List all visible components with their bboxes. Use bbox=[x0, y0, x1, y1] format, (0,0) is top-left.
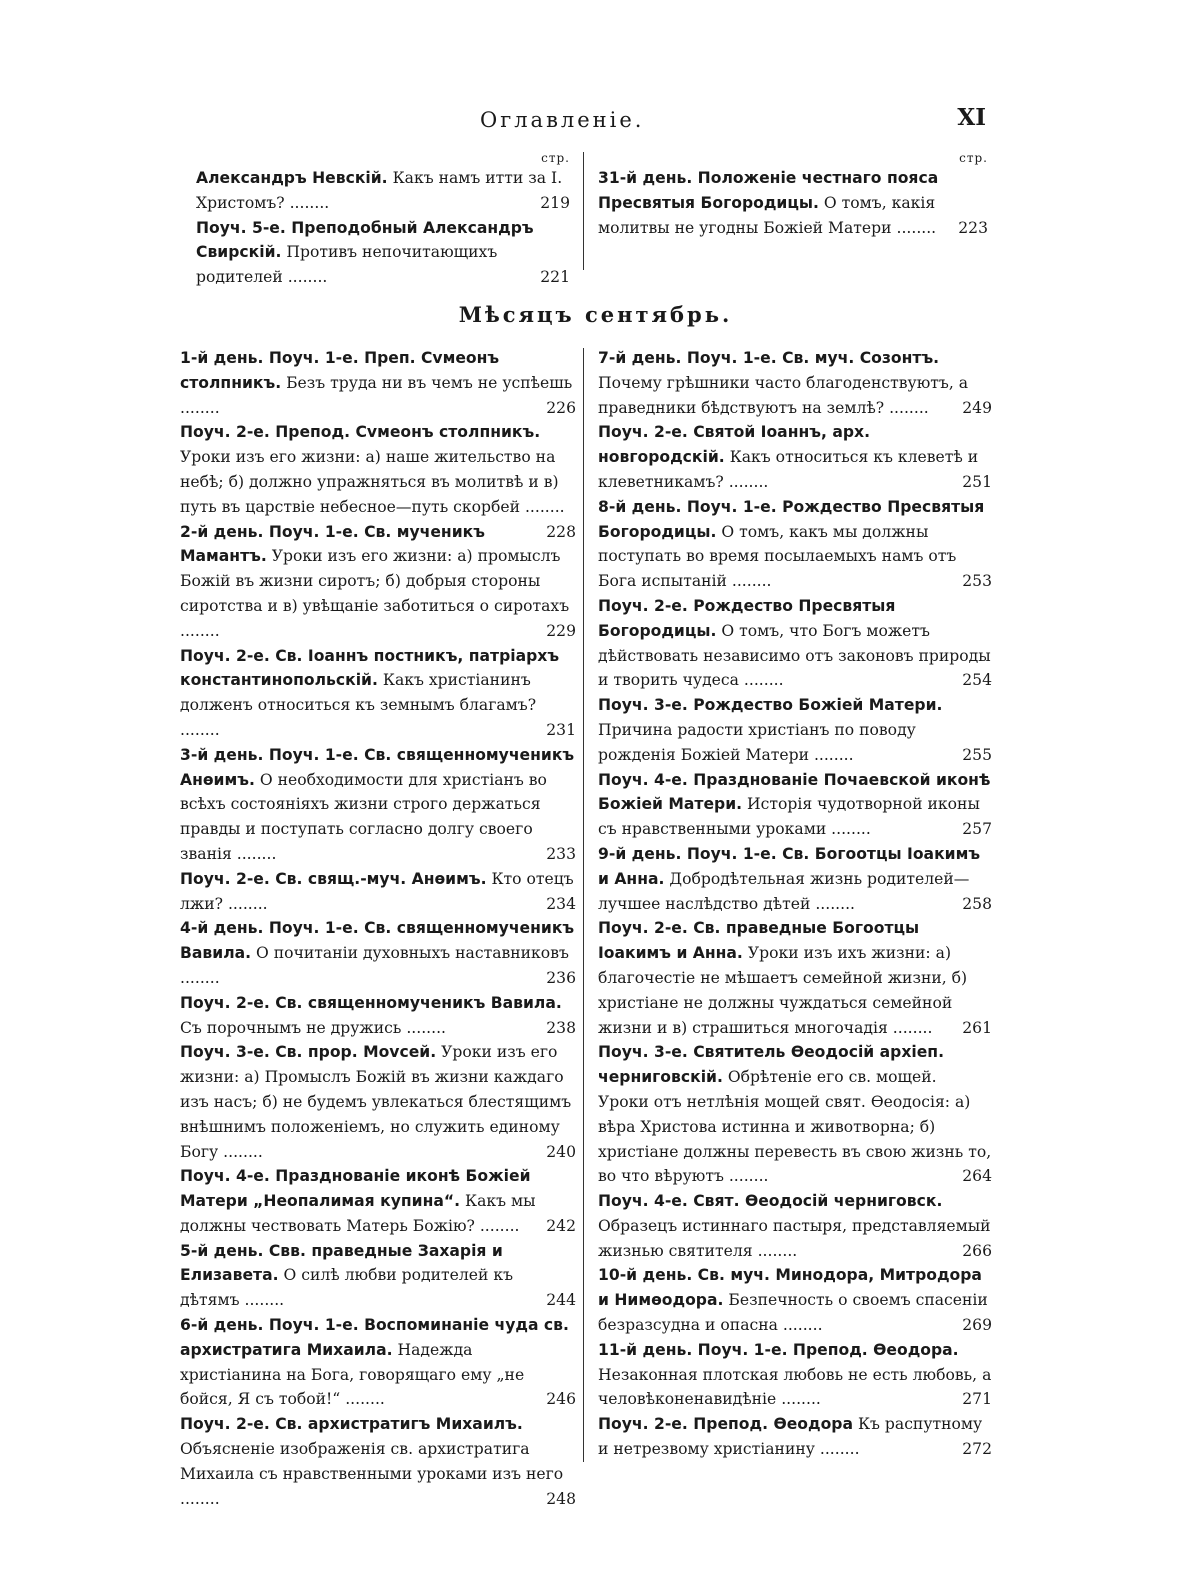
entry-text: Какъ относиться къ клеветѣ и клеветникамъ? bbox=[598, 448, 979, 491]
leader-dots: ........ bbox=[814, 1440, 860, 1459]
entry-page: 249 bbox=[962, 398, 992, 417]
entry-page: 228 bbox=[546, 522, 576, 541]
toc-entry bbox=[598, 1040, 992, 1189]
entry-heading: Поуч. 2-е. Святой Іоаннъ, арх. новгородскій. bbox=[598, 423, 870, 467]
leader-dots: ........ bbox=[726, 572, 772, 591]
entry-text: Уроки изъ его жизни: а) промыслъ Божій въ жизни сиротъ; б) добрыя стороны сиротства и в) увѣщаніе заботиться о сиротахъ bbox=[180, 547, 570, 615]
entry-page: 253 bbox=[962, 572, 992, 591]
entry-text: Почему грѣшники часто благоденствуютъ, а праведники бѣдствуютъ на землѣ? bbox=[598, 373, 969, 417]
leader-dots: ........ bbox=[752, 1241, 798, 1260]
entry-text: Незаконная плотская любовь не есть любовь, а человѣконенавидѣніе bbox=[598, 1365, 992, 1409]
entry-page: 231 bbox=[546, 720, 576, 739]
right-column bbox=[598, 346, 992, 1462]
entry-page: 242 bbox=[546, 1216, 576, 1235]
entry-page: 234 bbox=[546, 894, 576, 913]
entry-heading: 8-й день. Поуч. 1-е. Рождество Пресвятыя Богородицы. bbox=[598, 497, 985, 541]
entry-heading: Поуч. 2-е. Рождество Пресвятыя Богородицы. bbox=[598, 596, 896, 640]
entry-heading: 6-й день. Поуч. 1-е. Воспоминаніе чуда св. архистратига Михаила. bbox=[180, 1316, 569, 1359]
toc-entry bbox=[180, 1040, 576, 1164]
entry-heading: 1-й день. Поуч. 1-е. Преп. Сvмеонъ столпникъ. bbox=[180, 349, 500, 392]
entry-page: 221 bbox=[540, 268, 570, 287]
entry-heading: Поуч. 3-е. Рождество Божіей Матери. bbox=[598, 696, 943, 715]
leader-dots: ........ bbox=[180, 720, 220, 739]
entry-text: Уроки изъ ихъ жизни: а) благочестіе не мѣшаетъ семейной жизни, б) христіане не должны чуждаться семейной жизни и в) страшиться многочадія bbox=[598, 944, 968, 1037]
page-number: XI bbox=[957, 104, 986, 131]
entry-page: 269 bbox=[962, 1316, 992, 1335]
entry-page: 255 bbox=[962, 745, 992, 764]
entry-page: 254 bbox=[962, 671, 992, 690]
entry-heading: Поуч. 2-е. Препод. Сvмеонъ столпникъ. bbox=[180, 423, 541, 442]
leader-dots: ........ bbox=[180, 398, 220, 417]
entry-heading: Поуч. 2-е. Св. свящ.-муч. Анѳимъ. bbox=[180, 869, 487, 888]
entry-heading: Поуч. 3-е. Св. прор. Моvсей. bbox=[180, 1043, 437, 1062]
toc-entry bbox=[598, 1263, 992, 1337]
entry-text: Какъ христіанинъ долженъ относиться къ земнымъ благамъ? bbox=[180, 671, 537, 715]
toc-entry bbox=[180, 420, 576, 541]
toc-entry bbox=[180, 991, 576, 1041]
toc-entry bbox=[180, 1313, 576, 1412]
entry-page: 266 bbox=[962, 1241, 992, 1260]
entry-text: О почитаніи духовныхъ наставниковъ bbox=[256, 944, 569, 963]
entry-page: 236 bbox=[546, 968, 576, 987]
toc-entry bbox=[598, 693, 992, 767]
column-label: стр. bbox=[541, 151, 570, 165]
entry-page: 240 bbox=[546, 1142, 576, 1161]
toc-entry bbox=[598, 768, 992, 842]
entry-text: Къ распутному и нетрезвому христіанину bbox=[598, 1415, 983, 1459]
entry-heading: 31-й день. Положеніе честнаго пояса Пресвятыя Богородицы. bbox=[598, 169, 939, 212]
leader-dots: ........ bbox=[180, 621, 220, 640]
entry-page: 229 bbox=[546, 621, 576, 640]
entry-text: О томъ, какія молитвы не угодны Божіей Матери bbox=[598, 193, 936, 237]
entry-page: 226 bbox=[546, 398, 576, 417]
entry-page: 271 bbox=[962, 1390, 992, 1409]
entry-page: 251 bbox=[962, 472, 992, 491]
toc-entry bbox=[598, 916, 992, 1040]
leader-dots: ........ bbox=[180, 1489, 220, 1508]
entry-heading: Поуч. 5-е. Преподобный Александръ Свирскій. bbox=[196, 218, 534, 262]
toc-entry bbox=[598, 594, 992, 693]
entry-heading: Поуч. 2-е. Св. Іоаннъ постникъ, патріархъ константинопольскій. bbox=[180, 646, 560, 690]
toc-entry bbox=[196, 166, 570, 216]
leader-dots: ........ bbox=[401, 1018, 447, 1037]
entry-text: Надежда христіанина на Бога, говорящаго ему „не бойся, Я съ тобой!“ bbox=[180, 1340, 525, 1409]
entry-text: О томъ, что Богъ можетъ дѣйствовать независимо отъ законовъ природы и творить чудеса bbox=[598, 621, 991, 690]
entry-heading: Поуч. 4-е. Празднованіе иконѣ Божіей Матери „Неопалимая купина“. bbox=[180, 1167, 531, 1211]
toc-entry bbox=[598, 1412, 992, 1462]
entry-heading: Поуч. 2-е. Препод. Ѳеодора bbox=[598, 1415, 853, 1434]
running-head: Оглавленіе. bbox=[480, 108, 645, 132]
leader-dots: ........ bbox=[884, 398, 929, 417]
entry-text: Исторія чудотворной иконы съ нравственными уроками bbox=[598, 795, 980, 839]
leader-dots: ........ bbox=[826, 820, 871, 839]
entry-text: Уроки изъ его жизни: а) Промыслъ Божій въ жизни каждаго изъ насъ; б) не будемъ увлекаться блестящимъ внѣшнимъ положеніемъ, но служить единому Богу bbox=[180, 1043, 572, 1161]
leader-dots: ........ bbox=[284, 193, 330, 212]
entry-heading: Поуч. 3-е. Святитель Ѳеодосій архіеп. черниговскій. bbox=[598, 1043, 945, 1087]
leader-dots: ........ bbox=[723, 472, 769, 491]
entry-page: 248 bbox=[546, 1489, 576, 1508]
entry-heading: 10-й день. Св. муч. Минодора, Митродора и Нимѳодора. bbox=[598, 1266, 982, 1310]
toc-entry bbox=[180, 743, 576, 867]
leader-dots: ........ bbox=[891, 218, 937, 237]
entry-text: Причина радости христіанъ по поводу рожденія Божіей Матери bbox=[598, 720, 916, 764]
leader-dots: ........ bbox=[239, 1291, 285, 1310]
column-label: стр. bbox=[959, 151, 988, 165]
leader-dots: ........ bbox=[218, 1142, 263, 1161]
entry-text: Уроки изъ его жизни: а) наше жительство на небѣ; б) должно упражняться въ молитвѣ и в) путь въ царствіе небесное—путь скорбей bbox=[180, 448, 559, 516]
leader-dots: ........ bbox=[810, 894, 855, 913]
leader-dots: ........ bbox=[340, 1390, 385, 1409]
entry-heading: 3-й день. Поуч. 1-е. Св. священномученикъ Анѳимъ. bbox=[180, 745, 575, 789]
entry-page: 257 bbox=[962, 820, 992, 839]
entry-page: 272 bbox=[962, 1440, 992, 1459]
toc-entry bbox=[180, 1164, 576, 1238]
entry-text: Обрѣтеніе его св. мощей. Уроки отъ нетлѣнія мощей свят. Ѳеодосія: а) вѣра Христова истинна и животворна; б) христіане должны перевесть въ свою жизнь то, во что вѣруютъ bbox=[598, 1068, 992, 1186]
toc-entry bbox=[598, 1338, 992, 1412]
entry-page: 264 bbox=[962, 1167, 992, 1186]
entry-heading: 4-й день. Поуч. 1-е. Св. священномученикъ Вавила. bbox=[180, 919, 575, 963]
leader-dots: ........ bbox=[777, 1316, 823, 1335]
toc-entry bbox=[180, 644, 576, 743]
toc-entry bbox=[180, 520, 576, 644]
left-column bbox=[180, 346, 576, 1511]
toc-entry bbox=[598, 842, 992, 916]
entry-heading: Поуч. 4-е. Свят. Ѳеодосій черниговск. bbox=[598, 1192, 943, 1211]
leader-dots: ........ bbox=[723, 1167, 769, 1186]
entry-text: О томъ, какъ мы должны поступать во время посылаемыхъ намъ отъ Бога испытаній bbox=[598, 522, 957, 591]
entry-heading: 7-й день. Поуч. 1-е. Св. муч. Созонтъ. bbox=[598, 349, 940, 367]
entry-text: О необходимости для христіанъ во всѣхъ состояніяхъ жизни строго держаться правды и поступать согласно долгу своего званія bbox=[180, 770, 547, 863]
leader-dots: ........ bbox=[776, 1390, 821, 1409]
entry-heading: 5-й день. Свв. праведные Захарія и Елизавета. bbox=[180, 1241, 503, 1285]
toc-entry bbox=[180, 916, 576, 990]
entry-page: 246 bbox=[546, 1390, 576, 1409]
entry-text: О силѣ любви родителей къ дѣтямъ bbox=[180, 1266, 513, 1310]
entry-page: 258 bbox=[962, 894, 992, 913]
entry-text: Объясненіе изображенія св. архистратига Михаила съ нравственными уроками изъ него bbox=[180, 1440, 564, 1483]
entry-heading: 11-й день. Поуч. 1-е. Препод. Ѳеодора. bbox=[598, 1340, 959, 1359]
toc-entry bbox=[598, 166, 988, 240]
column-divider bbox=[583, 348, 584, 1462]
leader-dots: ........ bbox=[180, 968, 220, 987]
entry-heading: 2-й день. Поуч. 1-е. Св. мученикъ Мамантъ. bbox=[180, 522, 485, 566]
entry-text: Кто отецъ лжи? bbox=[180, 869, 574, 913]
entry-heading: Поуч. 4-е. Празднованіе Почаевской иконѣ Божіей Матери. bbox=[598, 770, 991, 814]
leader-dots: ........ bbox=[231, 844, 277, 863]
leader-dots: ........ bbox=[808, 745, 854, 764]
entry-page: 238 bbox=[546, 1018, 576, 1037]
entry-heading: Поуч. 2-е. Св. праведные Богоотцы Іоакимъ и Анна. bbox=[598, 919, 920, 963]
toc-entry bbox=[598, 495, 992, 594]
entry-heading: 9-й день. Поуч. 1-е. Св. Богоотцы Іоакимъ и Анна. bbox=[598, 844, 981, 888]
toc-entry bbox=[598, 420, 992, 494]
leader-dots: ........ bbox=[474, 1216, 520, 1235]
leader-dots: ........ bbox=[738, 671, 784, 690]
top-column-divider bbox=[583, 152, 584, 270]
entry-text: Какъ намъ итти за І. Христомъ? bbox=[196, 169, 563, 212]
entry-heading: Александръ Невскій. bbox=[196, 169, 388, 187]
leader-dots: ........ bbox=[282, 268, 328, 287]
entry-text: Безпечность о своемъ спасеніи безразсудна и опасна bbox=[598, 1291, 988, 1335]
entry-text: Добродѣтельная жизнь родителей—лучшее наслѣдство дѣтей bbox=[598, 869, 970, 913]
entry-heading: Поуч. 2-е. Св. священномученикъ Вавила. bbox=[180, 993, 562, 1012]
toc-entry bbox=[196, 216, 570, 290]
entry-page: 223 bbox=[958, 218, 988, 237]
entry-text: Какъ мы должны чествовать Матерь Божію? bbox=[180, 1192, 536, 1235]
leader-dots: ........ bbox=[887, 1018, 933, 1037]
toc-entry bbox=[598, 346, 992, 420]
toc-entry bbox=[180, 346, 576, 420]
leader-dots: ........ bbox=[520, 497, 565, 516]
leader-dots: ........ bbox=[223, 894, 268, 913]
entry-page: 233 bbox=[546, 844, 576, 863]
entry-heading: Поуч. 2-е. Св. архистратигъ Михаилъ. bbox=[180, 1415, 523, 1434]
entry-text: Безъ труда ни въ чемъ не успѣешь bbox=[286, 373, 573, 392]
entry-text: Противъ непочитающихъ родителей bbox=[196, 243, 498, 287]
toc-entry bbox=[598, 1189, 992, 1263]
toc-entry bbox=[180, 1412, 576, 1511]
top-right-column bbox=[598, 150, 988, 240]
entry-text: Образецъ истиннаго пастыря, представляемый жизнью святителя bbox=[598, 1216, 991, 1260]
entry-page: 244 bbox=[546, 1291, 576, 1310]
section-title: Мѣсяцъ сентябрь. bbox=[458, 302, 733, 327]
entry-page: 261 bbox=[962, 1018, 992, 1037]
toc-entry bbox=[180, 867, 576, 917]
toc-entry bbox=[180, 1239, 576, 1313]
entry-text: Съ порочнымъ не дружись bbox=[180, 1018, 402, 1037]
top-left-column bbox=[196, 150, 570, 290]
entry-page: 219 bbox=[540, 193, 570, 212]
